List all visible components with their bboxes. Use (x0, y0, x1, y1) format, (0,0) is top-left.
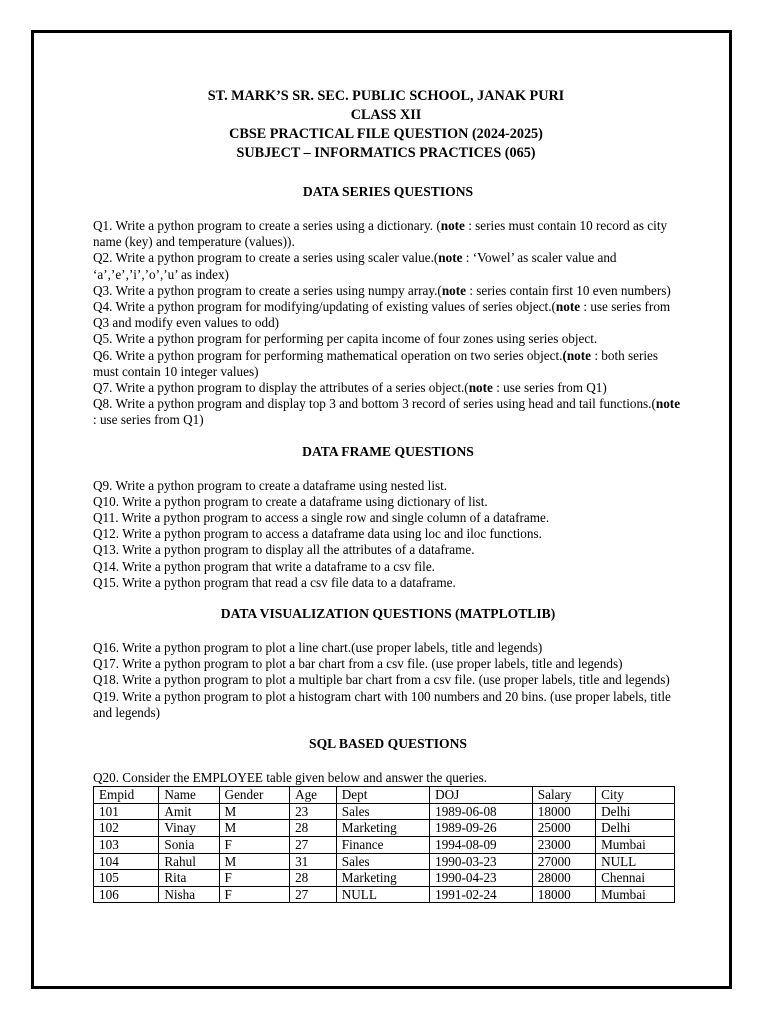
table-cell: 28000 (532, 870, 595, 887)
table-cell: Mumbai (596, 837, 675, 854)
question-item: Q17. Write a python program to plot a bar chart from a csv file. (use proper labels, title and legends) (93, 656, 623, 672)
table-cell: Rahul (159, 853, 219, 870)
question-text: Q3. Write a python program to create a series using numpy array.( (93, 282, 442, 298)
table-cell: 1990-04-23 (430, 870, 533, 887)
table-cell: Mumbai (596, 886, 675, 903)
question-text: Q8. Write a python program and display top 3 and bottom 3 record of series using head and tail functions.( (93, 396, 656, 412)
viz-question-list (93, 640, 683, 721)
question-text: Q2. Write a python program to create a series using scaler value.( (93, 250, 439, 266)
question-item (93, 331, 683, 347)
table-cell: 103 (94, 837, 159, 854)
table-cell: Marketing (336, 870, 429, 887)
table-cell: NULL (596, 853, 675, 870)
table-row (94, 820, 675, 837)
table-row (94, 853, 675, 870)
table-row (94, 886, 675, 903)
column-header: Name (159, 787, 219, 804)
question-note-text: : series must contain 10 record as city name (key) and temperature (values)). (93, 218, 668, 250)
question-text: Q7. Write a python program to display the attributes of a series object.( (93, 380, 469, 396)
question-note-text: : use series from Q1) (492, 380, 607, 396)
document-header (89, 87, 683, 163)
table-cell: 27 (290, 886, 337, 903)
table-cell: 1991-02-24 (430, 886, 533, 903)
table-cell: F (219, 837, 290, 854)
question-item: Q9. Write a python program to create a dataframe using nested list. (93, 477, 448, 493)
frame-question-list (93, 478, 683, 591)
column-header: Empid (94, 787, 159, 804)
column-header: Age (290, 787, 337, 804)
sql-intro: Q20. Consider the EMPLOYEE table given below and answer the queries. (93, 770, 488, 786)
table-cell: 104 (94, 853, 159, 870)
note-label: note (441, 282, 467, 298)
question-note-text: : use series from Q1) (93, 412, 204, 428)
table-cell: 1989-09-26 (430, 820, 533, 837)
table-row (94, 837, 675, 854)
table-cell: 27000 (532, 853, 595, 870)
table-cell: M (219, 853, 290, 870)
question-item: Q12. Write a python program to access a dataframe data using loc and iloc functions. (93, 526, 542, 542)
table-cell: 1994-08-09 (430, 837, 533, 854)
table-cell: 1989-06-08 (430, 803, 533, 820)
question-text: Q1. Write a python program to create a series using a dictionary. ( (93, 218, 441, 233)
question-item: Q15. Write a python program that read a csv file data to a dataframe. (93, 574, 456, 590)
sql-section-title: SQL BASED QUESTIONS (309, 736, 467, 752)
table-cell: F (219, 870, 290, 887)
note-label: note (655, 396, 681, 412)
question-text: Q6. Write a python program for performing mathematical operation on two series object. (93, 347, 563, 363)
question-item (93, 250, 683, 282)
table-cell: 106 (94, 886, 159, 903)
question-item (93, 348, 683, 380)
table-cell: 25000 (532, 820, 595, 837)
document-body (93, 87, 683, 903)
column-header: City (596, 787, 675, 804)
question-item (93, 218, 683, 250)
question-item (93, 380, 683, 396)
table-cell: Chennai (596, 870, 675, 887)
note-label: note (438, 250, 463, 266)
table-cell: 23000 (532, 837, 595, 854)
viz-section-title: DATA VISUALIZATION QUESTIONS (MATPLOTLIB) (220, 606, 556, 622)
table-cell: Nisha (159, 886, 219, 903)
table-cell: M (219, 803, 290, 820)
table-cell: F (219, 886, 290, 903)
question-item: Q19. Write a python program to plot a histogram chart with 100 numbers and 20 bins. (use proper labels, title and legends) (93, 688, 671, 720)
question-item (93, 283, 683, 299)
column-header: DOJ (430, 787, 533, 804)
series-section-title: DATA SERIES QUESTIONS (302, 184, 474, 199)
question-text: Q5. Write a python program for performing per capita income of four zones using series object. (93, 331, 598, 347)
note-label: note (440, 218, 465, 233)
question-item: Q14. Write a python program that write a dataframe to a csv file. (93, 558, 435, 574)
question-note-text: : both series must contain 10 integer values) (93, 347, 659, 379)
question-item: Q11. Write a python program to access a single row and single column of a dataframe. (93, 510, 550, 526)
table-cell: Delhi (596, 803, 675, 820)
question-note-text: : series contain first 10 even numbers) (466, 282, 671, 298)
note-label: note (555, 299, 581, 315)
table-cell: Sales (336, 803, 429, 820)
school-name: ST. MARK’S SR. SEC. PUBLIC SCHOOL, JANAK PURI (207, 88, 565, 104)
table-cell: Rita (159, 870, 219, 887)
question-item: Q18. Write a python program to plot a multiple bar chart from a csv file. (use proper labels, title and legends) (93, 672, 670, 688)
question-note-text: : use series from Q3 and modify even values to odd) (93, 299, 671, 331)
employee-table (93, 786, 675, 903)
table-cell: 18000 (532, 803, 595, 820)
table-header-row (94, 787, 675, 804)
frame-section-title: DATA FRAME QUESTIONS (302, 443, 474, 459)
table-cell: Vinay (159, 820, 219, 837)
question-item: Q13. Write a python program to display all the attributes of a dataframe. (93, 542, 475, 558)
table-cell: 27 (290, 837, 337, 854)
question-text: Q4. Write a python program for modifying/updating of existing values of series object.( (93, 299, 556, 315)
table-cell: Finance (336, 837, 429, 854)
file-title: CBSE PRACTICAL FILE QUESTION (2024-2025) (229, 126, 543, 142)
table-cell: Sales (336, 853, 429, 870)
table-cell: 28 (290, 820, 337, 837)
table-row (94, 870, 675, 887)
question-item (93, 396, 683, 428)
table-cell: 1990-03-23 (430, 853, 533, 870)
column-header: Dept (336, 787, 429, 804)
column-header: Gender (219, 787, 290, 804)
table-cell: Amit (159, 803, 219, 820)
note-label: note (468, 380, 493, 396)
table-cell: 18000 (532, 886, 595, 903)
table-row (94, 803, 675, 820)
question-item: Q16. Write a python program to plot a line chart.(use proper labels, title and legends) (93, 640, 543, 656)
table-cell: NULL (336, 886, 429, 903)
note-label: (note (562, 347, 592, 363)
series-question-list (93, 218, 683, 429)
table-cell: Delhi (596, 820, 675, 837)
question-note-text: : ‘Vowel’ as scaler value and ‘a’,’e’,’i’,’o’,’u’ as index) (93, 250, 617, 282)
subject-title: SUBJECT – INFORMATICS PRACTICES (065) (236, 145, 536, 161)
column-header: Salary (532, 787, 595, 804)
table-cell: 31 (290, 853, 337, 870)
table-cell: Marketing (336, 820, 429, 837)
table-cell: M (219, 820, 290, 837)
table-cell: 102 (94, 820, 159, 837)
table-cell: 105 (94, 870, 159, 887)
question-item: Q10. Write a python program to create a dataframe using dictionary of list. (93, 493, 488, 509)
table-cell: Sonia (159, 837, 219, 854)
table-cell: 28 (290, 870, 337, 887)
question-item (93, 299, 683, 331)
class-name: CLASS XII (350, 107, 422, 123)
table-cell: 23 (290, 803, 337, 820)
table-cell: 101 (94, 803, 159, 820)
